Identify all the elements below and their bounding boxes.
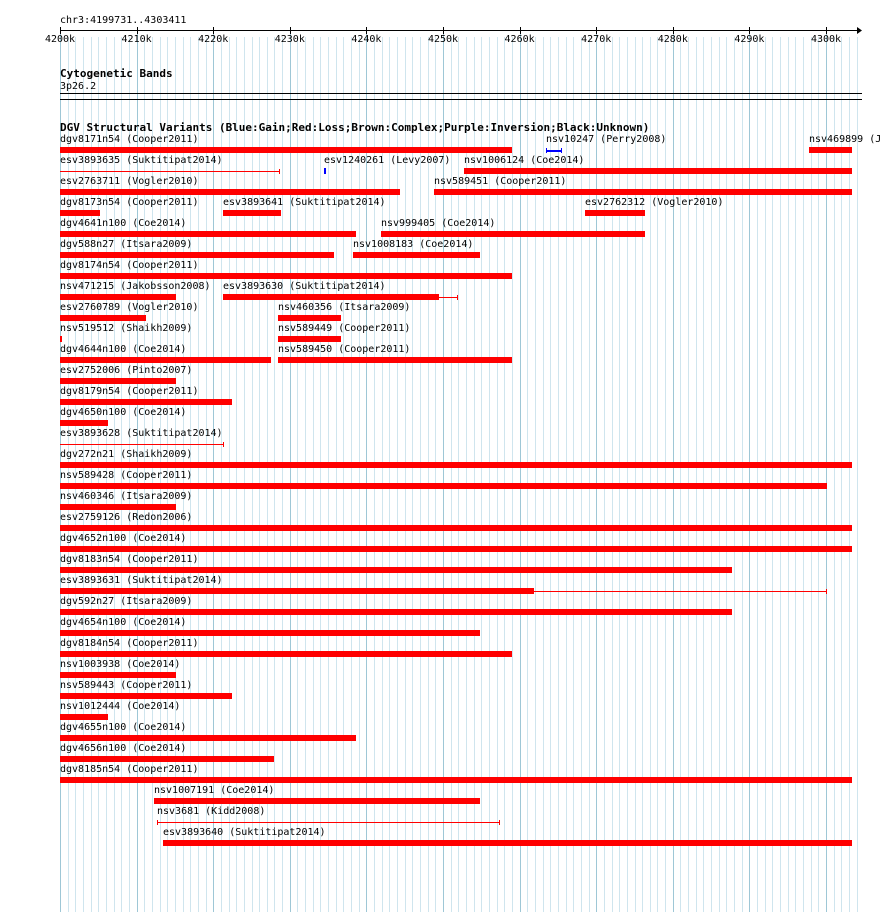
sv-label[interactable]: nsv519512 (Shaikh2009) <box>60 323 193 334</box>
sv-bar[interactable] <box>324 168 326 174</box>
sv-bar[interactable] <box>809 147 852 153</box>
sv-label[interactable]: esv2760789 (Vogler2010) <box>60 302 199 313</box>
sv-bar[interactable] <box>60 357 271 363</box>
sv-label[interactable]: esv2759126 (Redon2006) <box>60 512 193 523</box>
sv-label[interactable]: nsv589451 (Cooper2011) <box>434 176 567 187</box>
sv-bar[interactable] <box>585 210 645 216</box>
cytoband-label[interactable]: 3p26.2 <box>60 81 97 92</box>
sv-bar[interactable] <box>60 231 356 237</box>
cytoband-track-title: Cytogenetic Bands <box>60 67 173 80</box>
sv-label[interactable]: nsv589450 (Cooper2011) <box>278 344 411 355</box>
sv-bar[interactable] <box>60 777 852 783</box>
sv-span-line[interactable] <box>439 297 458 298</box>
sv-label[interactable]: dgv4656n100 (Coe2014) <box>60 743 187 754</box>
sv-bar[interactable] <box>60 210 100 216</box>
sv-span-cap <box>561 148 562 153</box>
sv-label[interactable]: dgv592n27 (Itsara2009) <box>60 596 193 607</box>
sv-label[interactable]: nsv3681 (Kidd2008) <box>157 806 266 817</box>
sv-label[interactable]: dgv8174n54 (Cooper2011) <box>60 260 199 271</box>
sv-label[interactable]: dgv4655n100 (Coe2014) <box>60 722 187 733</box>
ruler-tick-label: 4270k <box>581 34 612 45</box>
sv-bar[interactable] <box>60 609 732 615</box>
sv-bar[interactable] <box>60 567 732 573</box>
sv-bar[interactable] <box>60 273 512 279</box>
sv-label[interactable]: esv3893630 (Suktitipat2014) <box>223 281 386 292</box>
sv-label[interactable]: nsv469899 (J <box>809 134 882 145</box>
ruler-tick-label: 4220k <box>198 34 229 45</box>
sv-bar[interactable] <box>60 693 232 699</box>
sv-label[interactable]: nsv471215 (Jakobsson2008) <box>60 281 211 292</box>
sv-bar[interactable] <box>60 651 512 657</box>
sv-bar[interactable] <box>60 147 512 153</box>
sv-label[interactable]: dgv8183n54 (Cooper2011) <box>60 554 199 565</box>
ruler-tick-label: 4230k <box>274 34 305 45</box>
sv-bar[interactable] <box>60 672 176 678</box>
sv-bar[interactable] <box>381 231 645 237</box>
sv-bar[interactable] <box>60 336 62 342</box>
ruler-tick-label: 4240k <box>351 34 382 45</box>
sv-label[interactable]: nsv1003938 (Coe2014) <box>60 659 181 670</box>
sv-label[interactable]: nsv460356 (Itsara2009) <box>278 302 411 313</box>
ruler-tick-label: 4210k <box>121 34 152 45</box>
sv-bar[interactable] <box>223 294 439 300</box>
sv-bar[interactable] <box>60 378 176 384</box>
location-label: chr3:4199731..4303411 <box>60 15 187 26</box>
sv-bar[interactable] <box>60 630 480 636</box>
dgv-track-title: DGV Structural Variants (Blue:Gain;Red:Loss;Brown:Complex;Purple:Inversion;Black:Unknown) <box>60 121 650 134</box>
sv-label[interactable]: esv3893641 (Suktitipat2014) <box>223 197 386 208</box>
sv-label[interactable]: dgv588n27 (Itsara2009) <box>60 239 193 250</box>
sv-bar[interactable] <box>353 252 480 258</box>
sv-bar[interactable] <box>60 462 852 468</box>
sv-span-cap <box>546 148 547 153</box>
sv-bar[interactable] <box>278 357 512 363</box>
sv-label[interactable]: nsv589449 (Cooper2011) <box>278 323 411 334</box>
sv-bar[interactable] <box>60 252 334 258</box>
sv-label[interactable]: esv3893635 (Suktitipat2014) <box>60 155 223 166</box>
sv-bar[interactable] <box>60 483 827 489</box>
sv-label[interactable]: dgv8185n54 (Cooper2011) <box>60 764 199 775</box>
sv-label[interactable]: dgv272n21 (Shaikh2009) <box>60 449 193 460</box>
sv-span-cap <box>457 295 458 300</box>
sv-span-line[interactable] <box>60 171 280 172</box>
ruler-tick-label: 4290k <box>734 34 765 45</box>
sv-label[interactable]: esv3893640 (Suktitipat2014) <box>163 827 326 838</box>
sv-bar[interactable] <box>60 315 146 321</box>
sv-span-line[interactable] <box>534 591 827 592</box>
sv-bar[interactable] <box>464 168 852 174</box>
sv-span-cap <box>499 820 500 825</box>
sv-label[interactable]: dgv4644n100 (Coe2014) <box>60 344 187 355</box>
sv-span-cap <box>279 169 280 174</box>
ruler-tick-label: 4250k <box>427 34 459 45</box>
sv-label[interactable]: esv2762312 (Vogler2010) <box>585 197 724 208</box>
ruler-tick-label: 4300k <box>810 34 842 45</box>
sv-label[interactable]: dgv8179n54 (Cooper2011) <box>60 386 199 397</box>
sv-label[interactable]: nsv999405 (Coe2014) <box>381 218 496 229</box>
sv-label[interactable]: nsv1012444 (Coe2014) <box>60 701 181 712</box>
sv-label[interactable]: dgv8184n54 (Cooper2011) <box>60 638 199 649</box>
sv-bar[interactable] <box>278 315 341 321</box>
sv-label[interactable]: dgv8171n54 (Cooper2011) <box>60 134 199 145</box>
sv-label[interactable]: esv1240261 (Levy2007) <box>324 155 451 166</box>
sv-bar[interactable] <box>60 294 176 300</box>
ruler-tick-label: 4280k <box>657 34 688 45</box>
sv-bar[interactable] <box>60 714 108 720</box>
sv-label[interactable]: esv3893628 (Suktitipat2014) <box>60 428 223 439</box>
sv-span-cap <box>157 820 158 825</box>
sv-label[interactable]: nsv10247 (Perry2008) <box>546 134 667 145</box>
sv-label[interactable]: esv2763711 (Vogler2010) <box>60 176 199 187</box>
sv-bar[interactable] <box>60 756 274 762</box>
sv-bar[interactable] <box>278 336 341 342</box>
ruler-tick-label: 4200k <box>44 34 76 45</box>
sv-bar[interactable] <box>60 399 232 405</box>
sv-label[interactable]: nsv460346 (Itsara2009) <box>60 491 193 502</box>
sv-label[interactable]: dgv8173n54 (Cooper2011) <box>60 197 199 208</box>
sv-bar[interactable] <box>154 798 480 804</box>
sv-label[interactable]: nsv589443 (Cooper2011) <box>60 680 193 691</box>
sv-bar[interactable] <box>60 189 400 195</box>
sv-bar[interactable] <box>60 420 108 426</box>
sv-bar[interactable] <box>60 735 356 741</box>
sv-bar[interactable] <box>223 210 281 216</box>
sv-label[interactable]: esv2752006 (Pinto2007) <box>60 365 193 376</box>
sv-label[interactable]: esv3893631 (Suktitipat2014) <box>60 575 223 586</box>
sv-span-line[interactable] <box>60 444 224 445</box>
sv-span-line[interactable] <box>546 150 562 152</box>
sv-bar[interactable] <box>434 189 852 195</box>
sv-bar[interactable] <box>60 525 852 531</box>
sv-label[interactable]: nsv1006124 (Coe2014) <box>464 155 585 166</box>
sv-label[interactable]: dgv4652n100 (Coe2014) <box>60 533 187 544</box>
sv-bar[interactable] <box>60 588 534 594</box>
sv-bar[interactable] <box>60 504 176 510</box>
sv-label[interactable]: dgv4654n100 (Coe2014) <box>60 617 187 628</box>
sv-label[interactable]: dgv4641n100 (Coe2014) <box>60 218 187 229</box>
sv-bar[interactable] <box>163 840 852 846</box>
sv-label[interactable]: dgv4650n100 (Coe2014) <box>60 407 187 418</box>
sv-label[interactable]: nsv589428 (Cooper2011) <box>60 470 193 481</box>
sv-span-cap <box>223 442 224 447</box>
sv-span-cap <box>826 589 827 594</box>
ruler-tick-label: 4260k <box>504 34 535 45</box>
sv-label[interactable]: nsv1007191 (Coe2014) <box>154 785 275 796</box>
sv-label[interactable]: nsv1008183 (Coe2014) <box>353 239 474 250</box>
sv-span-line[interactable] <box>157 822 500 823</box>
sv-bar[interactable] <box>60 546 852 552</box>
